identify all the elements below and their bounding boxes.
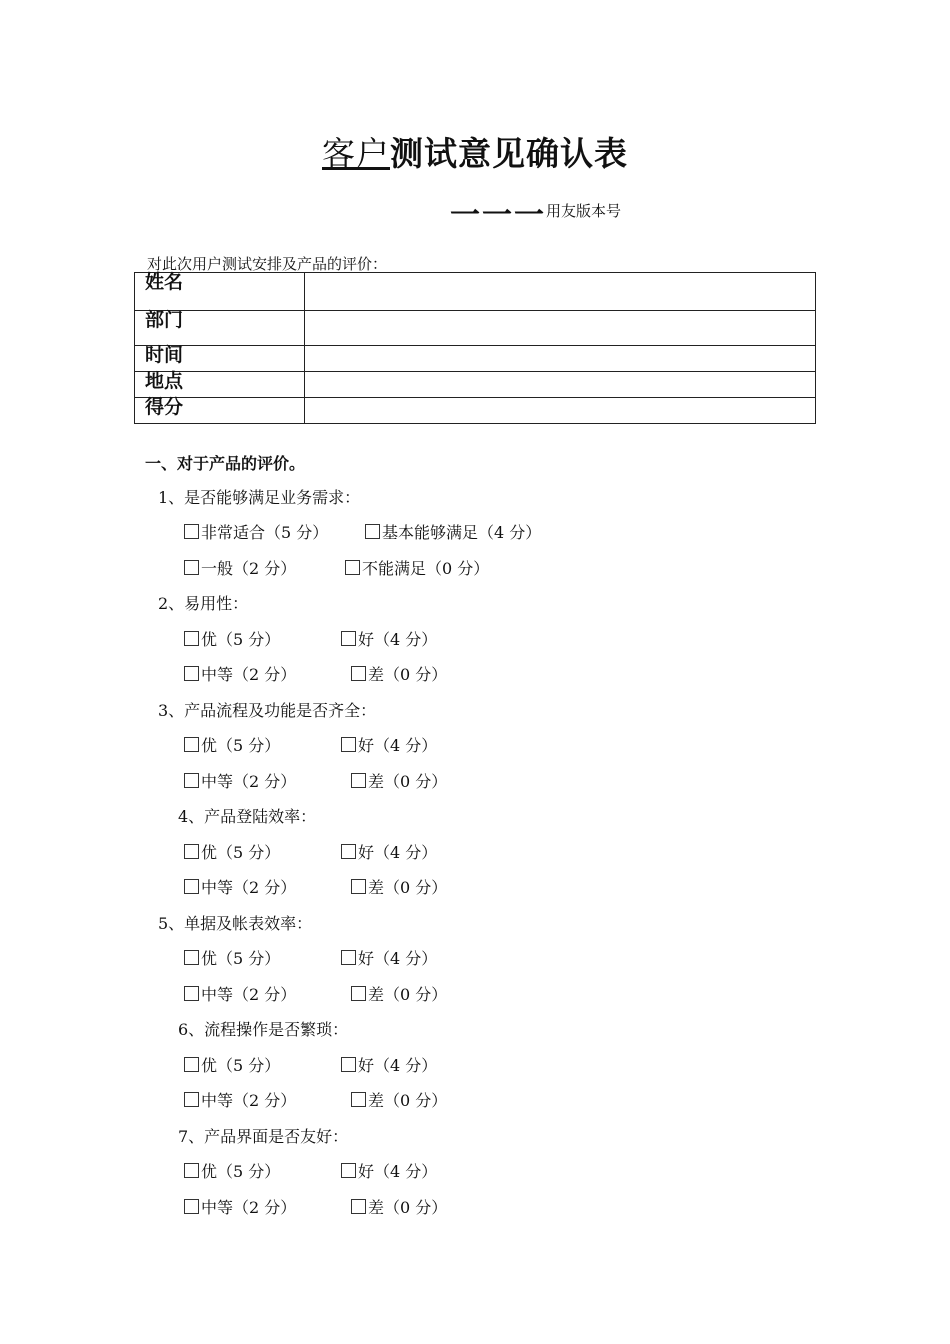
checkbox-icon xyxy=(184,524,199,539)
checkbox-icon xyxy=(184,879,199,894)
option-checkbox[interactable] xyxy=(184,769,296,792)
option-label: 差（0 分） xyxy=(368,665,448,684)
option-checkbox[interactable] xyxy=(341,840,437,863)
title-underlined: 客户 xyxy=(322,134,390,173)
option-label: 好（4 分） xyxy=(358,843,438,862)
option-label: 好（4 分） xyxy=(358,630,438,649)
option-label: 差（0 分） xyxy=(368,772,448,791)
name-field[interactable] xyxy=(305,273,816,311)
checkbox-icon xyxy=(351,986,366,1001)
intro-text: 对此次用户测试安排及产品的评价： xyxy=(147,255,388,273)
option-checkbox[interactable] xyxy=(341,733,437,756)
option-label: 好（4 分） xyxy=(358,736,438,755)
info-row-department xyxy=(135,311,816,346)
question-label: 4、产品登陆效率： xyxy=(178,807,317,826)
option-checkbox[interactable] xyxy=(351,769,447,792)
option-checkbox[interactable] xyxy=(345,556,489,579)
score-field[interactable] xyxy=(305,398,816,424)
department-field[interactable] xyxy=(305,311,816,346)
option-label: 优（5 分） xyxy=(201,1162,281,1181)
option-checkbox[interactable] xyxy=(351,662,447,685)
option-checkbox[interactable] xyxy=(341,946,437,969)
option-label: 优（5 分） xyxy=(201,1056,281,1075)
option-label: 差（0 分） xyxy=(368,878,448,897)
info-label: 部门 xyxy=(135,311,305,346)
option-checkbox[interactable] xyxy=(184,1195,296,1218)
checkbox-icon xyxy=(184,631,199,646)
checkbox-icon xyxy=(184,950,199,965)
option-label: 中等（2 分） xyxy=(201,985,297,1004)
subtitle xyxy=(450,190,621,234)
option-checkbox[interactable] xyxy=(184,1053,280,1076)
option-checkbox[interactable] xyxy=(184,627,280,650)
option-checkbox[interactable] xyxy=(184,662,296,685)
option-label: 好（4 分） xyxy=(358,949,438,968)
option-checkbox[interactable] xyxy=(184,733,280,756)
option-label: 差（0 分） xyxy=(368,1198,448,1217)
checkbox-icon xyxy=(184,1163,199,1178)
info-row-name xyxy=(135,273,816,311)
checkbox-icon xyxy=(184,666,199,681)
option-checkbox[interactable] xyxy=(184,982,296,1005)
question-label: 3、产品流程及功能是否齐全： xyxy=(158,701,377,720)
option-label: 差（0 分） xyxy=(368,1091,448,1110)
option-checkbox[interactable] xyxy=(341,1053,437,1076)
option-checkbox[interactable] xyxy=(184,520,328,543)
option-label: 优（5 分） xyxy=(201,736,281,755)
checkbox-icon xyxy=(351,666,366,681)
info-row-time xyxy=(135,346,816,372)
checkbox-icon xyxy=(341,950,356,965)
option-checkbox[interactable] xyxy=(184,840,280,863)
option-label: 中等（2 分） xyxy=(201,665,297,684)
info-label: 时间 xyxy=(135,346,305,372)
info-label: 姓名 xyxy=(135,273,305,311)
checkbox-icon xyxy=(341,844,356,859)
option-label: 不能满足（0 分） xyxy=(362,559,490,578)
checkbox-icon xyxy=(184,773,199,788)
checkbox-icon xyxy=(351,879,366,894)
option-checkbox[interactable] xyxy=(184,875,296,898)
checkbox-icon xyxy=(184,1057,199,1072)
checkbox-icon xyxy=(184,737,199,752)
option-label: 好（4 分） xyxy=(358,1056,438,1075)
option-checkbox[interactable] xyxy=(365,520,541,543)
option-checkbox[interactable] xyxy=(351,982,447,1005)
time-field[interactable] xyxy=(305,346,816,372)
option-label: 优（5 分） xyxy=(201,949,281,968)
option-checkbox[interactable] xyxy=(351,875,447,898)
checkbox-icon xyxy=(341,1057,356,1072)
question-label: 5、单据及帐表效率： xyxy=(158,914,313,933)
checkbox-icon xyxy=(345,560,360,575)
option-label: 中等（2 分） xyxy=(201,1198,297,1217)
option-label: 优（5 分） xyxy=(201,843,281,862)
checkbox-icon xyxy=(341,737,356,752)
title-rest: 测试意见确认表 xyxy=(390,134,628,173)
checkbox-icon xyxy=(184,1092,199,1107)
location-field[interactable] xyxy=(305,372,816,398)
page-title xyxy=(0,128,950,175)
option-label: 一般（2 分） xyxy=(201,559,297,578)
option-label: 好（4 分） xyxy=(358,1162,438,1181)
checkbox-icon xyxy=(184,560,199,575)
info-label: 得分 xyxy=(135,398,305,424)
checkbox-icon xyxy=(341,631,356,646)
checkbox-icon xyxy=(365,524,380,539)
option-checkbox[interactable] xyxy=(184,1088,296,1111)
checkbox-icon xyxy=(341,1163,356,1178)
checkbox-icon xyxy=(184,1199,199,1214)
option-label: 中等（2 分） xyxy=(201,772,297,791)
option-checkbox[interactable] xyxy=(341,627,437,650)
info-row-location xyxy=(135,372,816,398)
option-label: 中等（2 分） xyxy=(201,878,297,897)
option-label: 差（0 分） xyxy=(368,985,448,1004)
subtitle-text: 用友版本号 xyxy=(546,202,622,220)
checkbox-icon xyxy=(184,986,199,1001)
info-row-score xyxy=(135,398,816,424)
checkbox-icon xyxy=(184,844,199,859)
checkbox-icon xyxy=(351,773,366,788)
option-label: 优（5 分） xyxy=(201,630,281,649)
section-heading: 一、对于产品的评价。 xyxy=(145,454,306,473)
option-checkbox[interactable] xyxy=(341,1159,437,1182)
option-checkbox[interactable] xyxy=(184,556,296,579)
option-label: 中等（2 分） xyxy=(201,1091,297,1110)
checkbox-icon xyxy=(351,1199,366,1214)
option-label: 基本能够满足（4 分） xyxy=(382,523,542,542)
question-label: 1、是否能够满足业务需求： xyxy=(158,488,361,507)
question-label: 6、流程操作是否繁琐： xyxy=(178,1020,349,1039)
subtitle-dashes: 一一一 xyxy=(450,198,546,233)
question-label: 7、产品界面是否友好： xyxy=(178,1127,349,1146)
option-checkbox[interactable] xyxy=(351,1088,447,1111)
checkbox-icon xyxy=(351,1092,366,1107)
info-label: 地点 xyxy=(135,372,305,398)
info-table xyxy=(134,272,816,424)
option-checkbox[interactable] xyxy=(184,946,280,969)
option-checkbox[interactable] xyxy=(184,1159,280,1182)
question-label: 2、易用性： xyxy=(158,594,249,613)
option-label: 非常适合（5 分） xyxy=(201,523,329,542)
option-checkbox[interactable] xyxy=(351,1195,447,1218)
